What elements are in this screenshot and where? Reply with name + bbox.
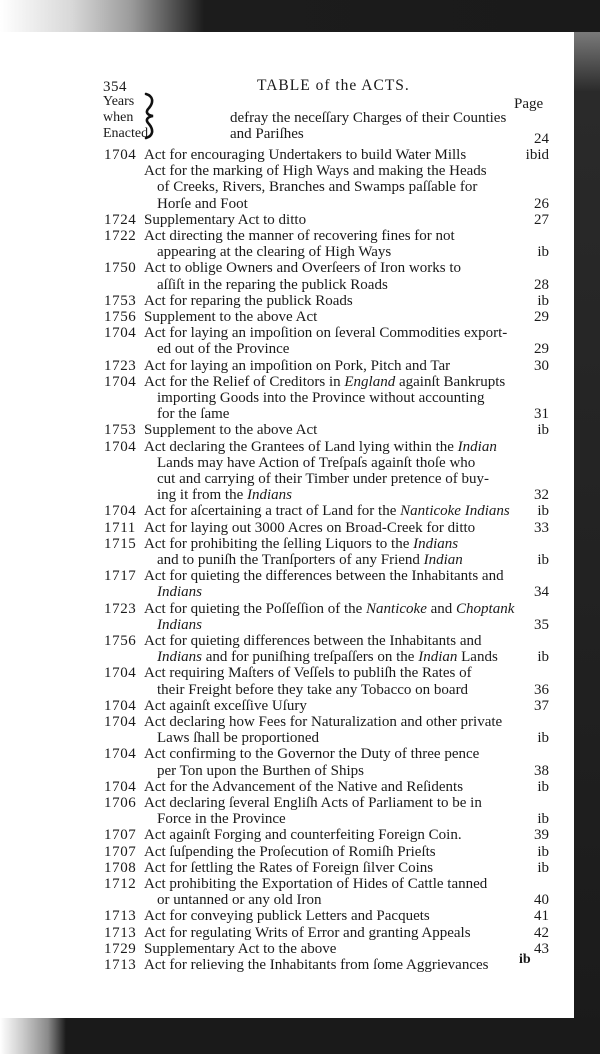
act-title [144, 779, 516, 795]
act-entry [104, 876, 549, 908]
act-year: 1706 [104, 795, 137, 811]
act-title [144, 908, 516, 924]
act-title [144, 746, 516, 778]
act-title-line [144, 617, 516, 633]
act-year: 1756 [104, 633, 137, 649]
page-ref: ib [537, 503, 549, 520]
act-title-line: Act requiring Maſters of Veſſels to publiſh the Rates of [144, 665, 472, 682]
act-title [144, 601, 516, 633]
act-title [144, 325, 516, 357]
act-entry [104, 633, 549, 665]
act-title [144, 860, 516, 876]
act-year: 1704 [104, 373, 137, 390]
act-title-line: ing it from the Indians [157, 487, 292, 504]
years-head-line: when [103, 110, 134, 125]
act-title-line [144, 584, 516, 600]
act-title-line: Act ſuſpending the Proſecution of Romiſh Prieſts [144, 843, 436, 860]
act-entry [104, 795, 549, 827]
page-ref: ib [537, 552, 549, 568]
act-title-line: Horſe and Foot [157, 195, 248, 212]
act-title [144, 714, 516, 746]
act-title [144, 293, 516, 309]
act-title-line: their Freight before they take any Tobacco on board [157, 681, 469, 698]
act-title [144, 941, 516, 957]
scan-border-bottom [0, 1018, 600, 1054]
act-year: 1704 [104, 697, 137, 714]
act-title-line: Act againſt exceſſive Uſury [144, 697, 307, 714]
act-entry [104, 163, 549, 212]
act-title [144, 844, 516, 860]
act-title-line: Supplementary Act to ditto [144, 211, 307, 228]
act-year: 1711 [104, 519, 136, 536]
act-title [144, 633, 516, 665]
page-ref: 29 [534, 341, 549, 358]
page-ref: ibid [525, 147, 549, 163]
act-year: 1704 [104, 714, 137, 730]
act-year: 1713 [104, 908, 137, 925]
act-year: 1717 [104, 568, 137, 585]
act-entry [104, 422, 549, 438]
act-year: 1722 [104, 228, 137, 244]
page-ref: 35 [534, 616, 549, 633]
act-entry [104, 844, 549, 860]
act-entry [104, 212, 549, 228]
page-ref: 41 [534, 908, 549, 925]
act-title-line: Supplementary Act to the above [144, 940, 337, 957]
act-title-line: Act for prohibiting the ſelling Liquors to the Indians [144, 535, 459, 552]
act-title-line: and to puniſh the Tranſporters of any Friend Indian [157, 552, 463, 568]
act-title [144, 422, 516, 438]
act-year: 1707 [104, 843, 137, 860]
page-ref: ib [537, 859, 549, 876]
act-title-line: Act declaring the Grantees of Land lying within the Indian [144, 438, 497, 455]
italic-proper-name: Indians [157, 616, 202, 633]
page-ref: ib [537, 244, 549, 261]
act-entry [104, 358, 549, 374]
act-entry [104, 260, 549, 292]
act-title-line: Act for regulating Writs of Error and granting Appeals [144, 924, 471, 941]
act-title-line: Indians and for puniſhing treſpaſſers on the Indian Lands [157, 649, 498, 666]
act-title-line: Act for aſcertaining a tract of Land for the Nanticoke Indians [144, 503, 510, 520]
act-entry [104, 536, 549, 568]
act-year: 1704 [104, 438, 137, 455]
act-title-line: Act for laying an impoſition on Pork, Pitch and Tar [144, 357, 451, 374]
act-year: 1753 [104, 422, 137, 439]
act-title [144, 795, 516, 827]
act-year: 1704 [104, 665, 137, 682]
act-title-line: Act for the marking of High Ways and making the Heads [144, 163, 487, 180]
act-year: 1704 [104, 746, 137, 763]
page-ref: 29 [534, 309, 549, 325]
page-ref: 39 [534, 827, 549, 844]
act-title-line: Act for the Relief of Creditors in England againſt Bankrupts [144, 373, 506, 390]
page-ref: 40 [534, 892, 549, 909]
page-ref: 36 [534, 681, 549, 698]
act-year: 1713 [104, 924, 137, 941]
act-title-line: cut and carrying of their Timber under pretence of buy- [157, 471, 489, 487]
act-year: 1756 [104, 309, 137, 325]
page-ref: ib [537, 292, 549, 309]
act-year: 1704 [104, 147, 137, 163]
italic-proper-name: England [344, 373, 396, 390]
act-title-line: Act for quieting the differences between the Inhabitants and [144, 568, 504, 585]
act-title-line: Act againſt Forging and counterfeiting Foreign Coin. [144, 827, 462, 844]
act-title [144, 163, 516, 212]
act-title-line: Act directing the manner of recovering fines for not [144, 228, 455, 244]
act-title-line: of Creeks, Rivers, Branches and Swamps paſſable for [157, 179, 478, 196]
act-title-line: importing Goods into the Province without accounting [157, 390, 485, 406]
act-entry [104, 147, 549, 163]
continuation-line: and Pariſhes [230, 126, 304, 142]
page-ref: 43 [534, 940, 549, 957]
act-title [144, 503, 516, 519]
act-entry [104, 698, 549, 714]
act-entry [104, 309, 549, 325]
act-title [144, 827, 516, 843]
act-title-line: Act for conveying publick Letters and Pacquets [144, 908, 430, 925]
act-title-line: Act for ſettling the Rates of Foreign ſilver Coins [144, 859, 434, 876]
act-title-line: aſſiſt in the reparing the publick Roads [157, 276, 388, 293]
act-entry [104, 520, 549, 536]
italic-proper-name: Indians [247, 487, 292, 504]
act-title-line: Act for relieving the Inhabitants from ſome Aggrievances [144, 957, 489, 973]
act-title-line: Laws ſhall be proportioned [157, 730, 320, 747]
act-entry [104, 325, 549, 357]
act-year: 1724 [104, 211, 137, 228]
act-title [144, 212, 516, 228]
act-title-line: Act declaring ſeveral Engliſh Acts of Parliament to be in [144, 795, 482, 811]
act-year: 1712 [104, 876, 137, 892]
act-title-line: Act to oblige Owners and Overſeers of Iron works to [144, 260, 461, 277]
act-title-line: per Ton upon the Burthen of Ships [157, 762, 364, 779]
act-year: 1707 [104, 827, 137, 844]
page-ref: ib [537, 422, 549, 439]
italic-proper-name: Indians [413, 535, 459, 552]
act-year: 1723 [104, 357, 137, 374]
act-year: 1723 [104, 600, 137, 617]
act-title-line: Force in the Province [157, 811, 286, 828]
act-entry [104, 503, 549, 519]
act-title [144, 374, 516, 423]
act-title-line: Act for quieting differences between the Inhabitants and [144, 633, 482, 649]
act-entry [104, 293, 549, 309]
act-entry [104, 827, 549, 843]
page-ref: ib [537, 811, 549, 828]
page-ref: 42 [534, 924, 549, 941]
scan-border-right [574, 32, 600, 1054]
act-title-line: ed out of the Province [157, 341, 290, 358]
act-title [144, 147, 516, 163]
act-title-line: appearing at the clearing of High Ways [157, 244, 392, 261]
page-ref: ib [537, 778, 549, 795]
act-entry [104, 374, 549, 423]
page-ref: ib [537, 730, 549, 747]
page-ref: 33 [534, 519, 549, 536]
italic-proper-name: Indian [418, 649, 458, 666]
italic-proper-name: Indian [423, 552, 463, 568]
act-title-line: Act for quieting the Poſſeſſion of the Nanticoke and Choptank [144, 600, 515, 617]
act-title [144, 260, 516, 292]
act-entry [104, 941, 549, 957]
act-year: 1713 [104, 957, 137, 973]
act-entry [104, 925, 549, 941]
act-title-line: Act for the Advancement of the Native and Reſidents [144, 778, 464, 795]
act-title [144, 925, 516, 941]
act-title-line: Supplement to the above Act [144, 309, 318, 325]
act-entry [104, 908, 549, 924]
italic-proper-name: Indians [157, 584, 202, 601]
page-number: 354 [103, 79, 127, 95]
page-ref: ib [537, 649, 549, 666]
page-ref: 31 [534, 406, 549, 423]
continuation-line: defray the neceſſary Charges of their Counties [230, 110, 507, 126]
page-ref: 38 [534, 762, 549, 779]
act-title [144, 665, 516, 697]
act-title-line: Supplement to the above Act [144, 422, 318, 439]
act-entry [104, 601, 549, 633]
act-title [144, 698, 516, 714]
catchword: ib [519, 952, 531, 967]
act-title [144, 439, 516, 504]
act-entry [104, 665, 549, 697]
act-title-line: Act for laying an impoſition on ſeveral Commodities export- [144, 325, 508, 342]
page-ref: 32 [534, 487, 549, 504]
act-title [144, 520, 516, 536]
italic-proper-name: Choptank [456, 600, 515, 617]
act-entry [104, 439, 549, 504]
act-entry [104, 746, 549, 778]
act-year: 1704 [104, 325, 137, 342]
italic-proper-name: Indian [457, 438, 497, 455]
page-ref: 30 [534, 357, 549, 374]
act-title-line: for the ſame [157, 406, 230, 423]
act-entry [104, 228, 549, 260]
page-ref: 27 [534, 211, 549, 228]
act-title [144, 358, 516, 374]
act-entry [104, 957, 549, 973]
page-ref: 26 [534, 195, 549, 212]
running-title: TABLE of the ACTS. [257, 77, 410, 94]
act-title [144, 957, 516, 973]
page-ref: 34 [534, 584, 549, 601]
act-entry [104, 860, 549, 876]
act-title-line: Act for laying out 3000 Acres on Broad-Creek for ditto [144, 519, 476, 536]
page-ref: 28 [534, 276, 549, 293]
years-head-line: Enacted [103, 126, 149, 141]
act-title-line: Act for encouraging Undertakers to build Water Mills [144, 147, 467, 163]
act-title [144, 309, 516, 325]
italic-proper-name: Nanticoke [366, 600, 427, 617]
act-year: 1750 [104, 260, 137, 277]
act-title [144, 228, 516, 260]
act-entry [104, 568, 549, 600]
act-title-line: Act confirming to the Governor the Duty of three pence [144, 746, 480, 763]
act-entry [104, 779, 549, 795]
act-title [144, 536, 516, 568]
act-title-line: Act declaring how Fees for Naturalization and other private [144, 714, 503, 730]
act-title-line: or untanned or any old Iron [157, 892, 322, 909]
act-entry [104, 714, 549, 746]
act-year: 1704 [104, 778, 137, 795]
page-ref: 24 [534, 131, 549, 147]
act-title [144, 876, 516, 908]
italic-proper-name: Nanticoke Indians [400, 503, 510, 520]
act-title-line: Act for reparing the publick Roads [144, 292, 353, 309]
italic-proper-name: Indians [157, 649, 202, 666]
act-year: 1704 [104, 503, 137, 520]
act-year: 1753 [104, 292, 137, 309]
act-year: 1708 [104, 859, 137, 876]
years-head-line: Years [103, 94, 135, 109]
act-title-line: Act prohibiting the Exportation of Hides of Cattle tanned [144, 876, 488, 892]
act-title-line: Lands may have Action of Treſpaſs againſt thoſe who [157, 454, 476, 471]
act-year: 1729 [104, 940, 137, 957]
act-year: 1715 [104, 535, 137, 552]
act-title [144, 568, 516, 600]
page-ref: ib [537, 843, 549, 860]
page-column-head: Page [514, 96, 544, 112]
page-ref: 37 [534, 697, 549, 714]
